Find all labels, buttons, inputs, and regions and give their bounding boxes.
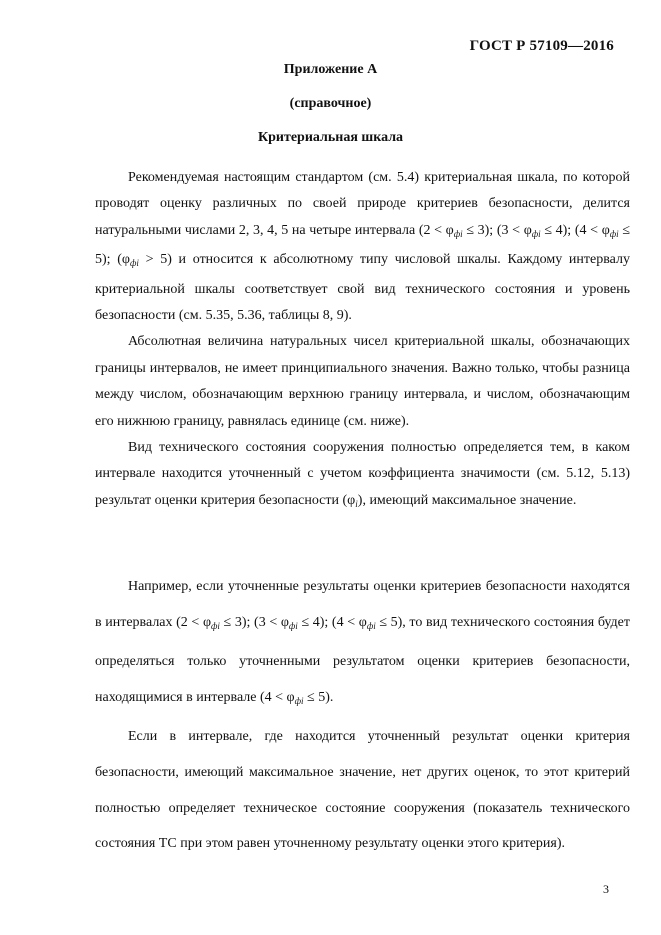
appendix-title: Приложение А — [283, 62, 378, 77]
paragraph-2: Абсолютная величина натуральных чисел критериальной шкалы, обозначающих границы интервалов, не имеет принципиального значения. Важно только, чтобы разница между числом, обозначающим верхнюю границу интервала, и числом, обозначающим его нижнюю границу, равнялась единице (см. ниже). — [95, 334, 630, 429]
paragraph-4: Например, если уточненные результаты оценки критериев безопасности находятся в интервалах $(2 < \varphi_{фi} \le 3)$; $(3 < \varphi_{фi} \le 4)$; $(4 < \varphi_{фi} \le 5)$, то вид технического состояния будет определяться только уточненными результатом оценки критериев безопасности, находящимися в интервале $(4 < \varphi_{фi} \le 5)$. — [95, 579, 630, 706]
body-block-single-spaced — [95, 165, 630, 517]
paragraph-3: Вид технического состояния сооружения полностью определяется тем, в каком интервале находится уточненный с учетом коэффициента значимости (см. 5.12, 5.13) результат оценки критерия безопасности $(\varphi_i)$, имеющий максимальное значение. — [95, 440, 630, 509]
page-number: 3 — [603, 882, 609, 896]
paragraph-1: Рекомендуемая настоящим стандартом (см. 5.4) критериальная шкала, по которой проводят оценку различных по своей природе критериев безопасности, делится натуральными числами 2, 3, 4, 5 на четыре интервала $(2 < \varphi_{фi} \le 3)$; $(3 < \varphi_{фi} \le 4)$; $(4 < \varphi_{фi} \le 5)$; $(\varphi_{фi} > 5)$ и относится к абсолютному типу числовой шкалы. Каждому интервалу критериальной шкалы соответствует свой вид технического состояния и уровень безопасности (см. 5.35, 5.36, таблицы 8, 9). — [95, 170, 631, 324]
standard-code-header: ГОСТ Р 57109—2016 — [469, 38, 614, 54]
appendix-type: (справочное) — [289, 96, 372, 111]
paragraph-5: Если в интервале, где находится уточненный результат оценки критерия безопасности, имеющий максимальное значение, нет других оценок, то этот критерий полностью определяет техническое состояние сооружения (показатель технического состояния ТС при этом равен уточненному результату оценки этого критерия). — [95, 729, 630, 852]
section-title: Критериальная шкала — [257, 130, 404, 145]
body-block-wide-spaced — [95, 569, 630, 862]
